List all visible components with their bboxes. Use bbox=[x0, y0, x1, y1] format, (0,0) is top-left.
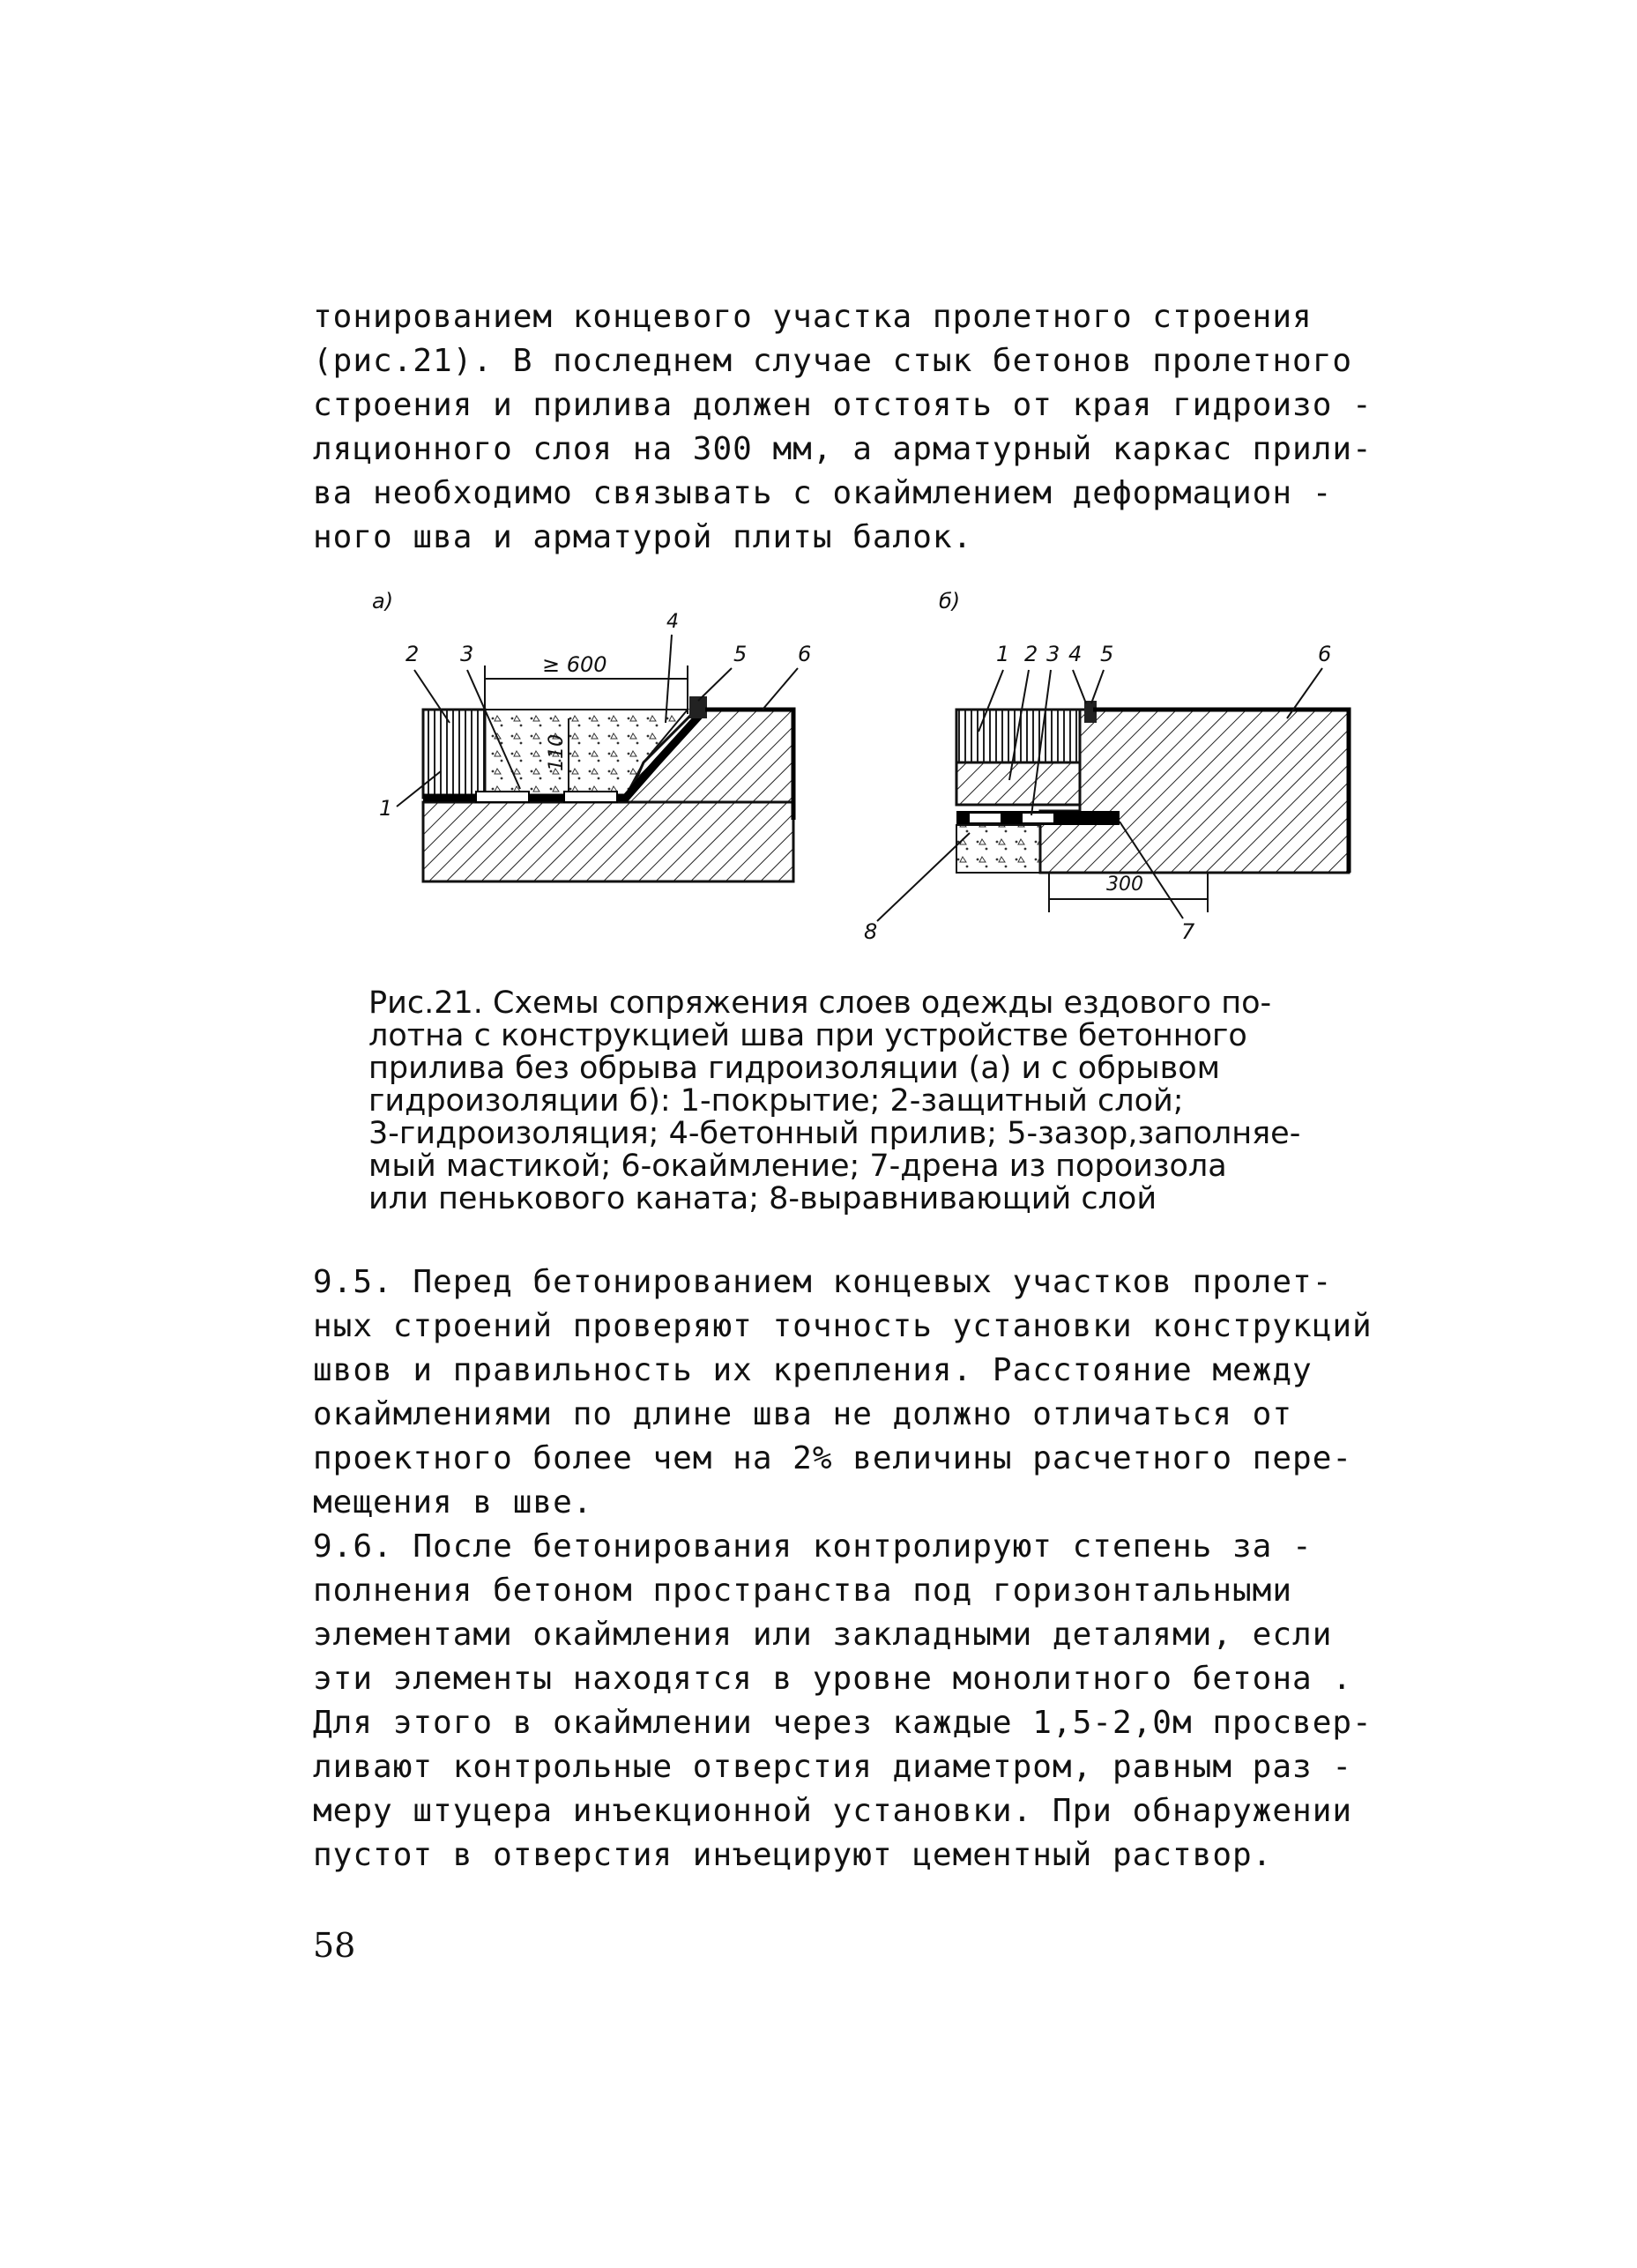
caption-line: 3-гидроизоляция; 4-бетонный прилив; 5-зазор,заполняе- bbox=[368, 1116, 1301, 1151]
page-number: 58 bbox=[313, 1926, 356, 1965]
dimension-height-label: 110 bbox=[546, 734, 568, 771]
callout-3: 3 bbox=[460, 642, 474, 666]
text-line: меру штуцера инъекционной установки. При обнаружении bbox=[313, 1793, 1353, 1829]
leader-line bbox=[1091, 670, 1104, 703]
layer-segment bbox=[564, 792, 617, 802]
text-line: ливают контрольные отверстия диаметром, равным раз - bbox=[313, 1749, 1353, 1785]
callout-6: 6 bbox=[1318, 642, 1332, 666]
caption-line: Рис.21. Схемы сопряжения слоев одежды ездового по- bbox=[368, 985, 1272, 1021]
callout-5: 5 bbox=[733, 642, 748, 666]
text-line: строения и прилива должен отстоять от края гидроизо - bbox=[313, 387, 1373, 423]
callout-1: 1 bbox=[996, 642, 1010, 666]
dimension-width-label: ≥ 600 bbox=[542, 652, 607, 677]
text-line: проектного более чем на 2% величины расчетного пере- bbox=[313, 1440, 1353, 1476]
panel-a-label: а) bbox=[372, 591, 394, 613]
callout-7: 7 bbox=[1181, 919, 1195, 944]
section-9-5 bbox=[313, 1260, 1432, 1525]
levelling-layer bbox=[956, 825, 1040, 873]
text-line: 9.5. Перед бетонированием концевых участков пролет- bbox=[313, 1264, 1333, 1300]
text-line: пустот в отверстия инъецируют цементный раствор. bbox=[313, 1837, 1273, 1873]
callout-6: 6 bbox=[798, 642, 812, 666]
callout-4: 4 bbox=[666, 611, 679, 633]
wearing-course bbox=[956, 710, 1080, 762]
panel-b bbox=[864, 591, 1349, 944]
leader-line bbox=[698, 668, 732, 701]
layer-segment bbox=[476, 792, 529, 802]
caption-line: прилива без обрыва гидроизоляции (а) и с обрывом bbox=[368, 1051, 1221, 1086]
panel-a bbox=[372, 591, 811, 881]
leader-line bbox=[877, 833, 970, 921]
section-9-6 bbox=[313, 1525, 1432, 1878]
edging-concrete bbox=[1040, 710, 1349, 873]
caption-line: гидроизоляции б): 1-покрытие; 2-защитный слой; bbox=[368, 1083, 1184, 1119]
text-line: эти элементы находятся в уровне монолитного бетона . bbox=[313, 1661, 1353, 1697]
protective-layer bbox=[956, 762, 1080, 805]
callout-5: 5 bbox=[1100, 642, 1114, 666]
callout-3: 3 bbox=[1046, 642, 1060, 666]
text-line: окаймлениями по длине шва не должно отличаться от bbox=[313, 1396, 1293, 1432]
figure-21-diagram bbox=[353, 591, 1393, 961]
figure-caption bbox=[368, 987, 1426, 1216]
caption-line: мый мастикой; 6-окаймление; 7-дрена из пороизола bbox=[368, 1149, 1227, 1184]
text-line: тонированием концевого участка пролетного строения bbox=[313, 299, 1313, 335]
layer-segment bbox=[970, 814, 1001, 822]
text-line: ляционного слоя на 300 мм, а арматурный каркас прили- bbox=[313, 431, 1373, 467]
leader-line bbox=[1073, 670, 1086, 703]
callout-1: 1 bbox=[379, 796, 393, 821]
text-line: мещения в шве. bbox=[313, 1484, 593, 1521]
text-line: ных строений проверяют точность установки конструкций bbox=[313, 1308, 1373, 1344]
callout-8: 8 bbox=[864, 919, 878, 944]
callout-2: 2 bbox=[1024, 642, 1038, 666]
text-line: (рис.21). В последнем случае стык бетонов пролетного bbox=[313, 343, 1353, 379]
text-line: ного шва и арматурой плиты балок. bbox=[313, 519, 973, 555]
text-line: швов и правильность их крепления. Расстояние между bbox=[313, 1352, 1313, 1388]
text-line: полнения бетоном пространства под горизонтальными bbox=[313, 1573, 1293, 1609]
top-paragraph bbox=[313, 295, 1432, 560]
slab-concrete bbox=[423, 802, 793, 881]
caption-line: или пенькового каната; 8-выравнивающий слой bbox=[368, 1181, 1157, 1216]
callout-2: 2 bbox=[406, 642, 420, 666]
callout-4: 4 bbox=[1068, 642, 1083, 666]
text-line: 9.6. После бетонирования контролируют степень за - bbox=[313, 1528, 1313, 1565]
wearing-course bbox=[423, 710, 485, 798]
dimension-width-label: 300 bbox=[1106, 874, 1143, 896]
caption-line: лотна с конструкцией шва при устройстве бетонного bbox=[368, 1018, 1247, 1053]
text-line: элементами окаймления или закладными деталями, если bbox=[313, 1617, 1333, 1653]
layer-segment bbox=[1023, 814, 1053, 822]
panel-b-label: б) bbox=[939, 591, 961, 613]
leader-line bbox=[763, 668, 798, 710]
text-line: ва необходимо связывать с окаймлением деформацион - bbox=[313, 475, 1333, 511]
text-line: Для этого в окаймлении через каждые 1,5-2,0м просвер- bbox=[313, 1705, 1373, 1741]
